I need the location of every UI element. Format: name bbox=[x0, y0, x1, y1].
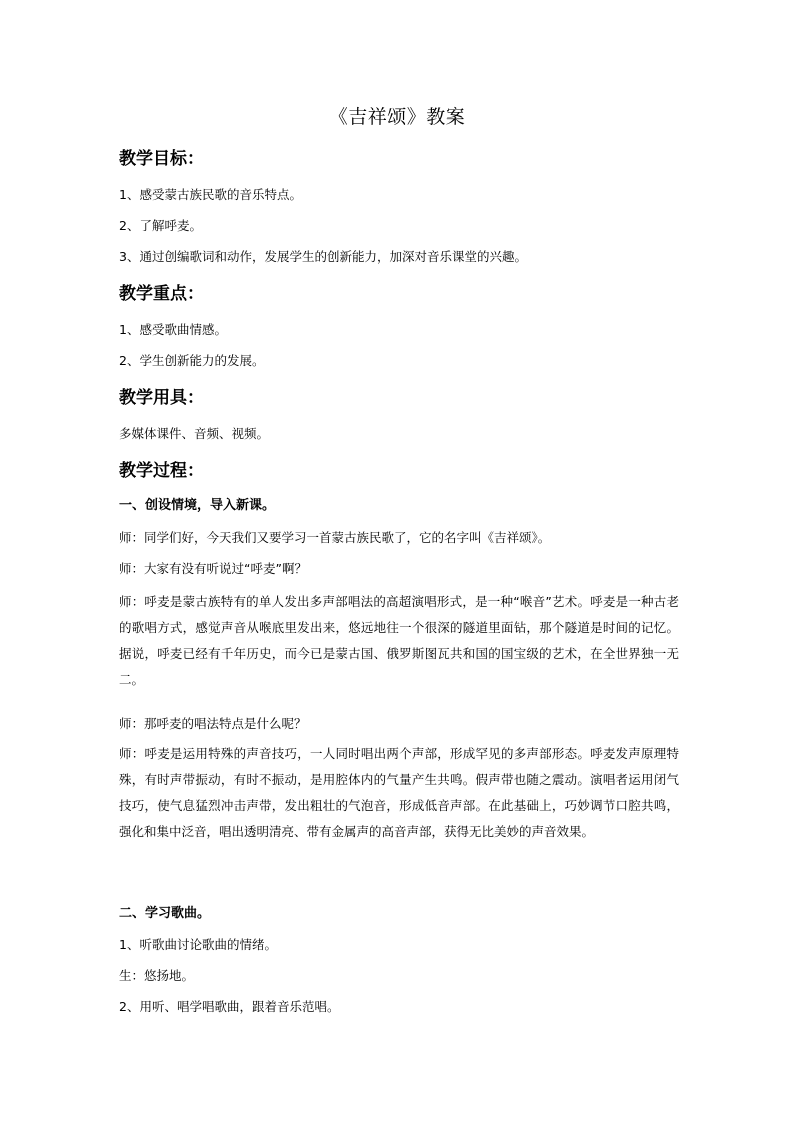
dialogue-paragraph: 师：呼麦是运用特殊的声音技巧，一人同时唱出两个声部，形成罕见的多声部形态。呼麦发声原理特殊，有时声带振动，有时不振动，是用腔体内的气量产生共鸣。假声带也随之震动。演唱者运用闭气技巧，使气息猛烈冲击声带，发出粗壮的气泡音，形成低音声部。在此基础上，巧妙调节口腔共鸣，强化和集中泛音，唱出透明清亮、带有金属声的高音声部，获得无比美妙的声音效果。 bbox=[119, 746, 679, 839]
document-title: 《吉祥颂》教案 bbox=[328, 106, 466, 128]
dialogue-line: 师：大家有没有听说过“呼麦”啊？ bbox=[119, 561, 307, 576]
step-line: 2、用听、唱学唱歌曲，跟着音乐范唱。 bbox=[119, 999, 340, 1014]
heading-process: 教学过程： bbox=[119, 461, 204, 481]
keypoint-item-2: 2、学生创新能力的发展。 bbox=[119, 353, 265, 368]
goal-item-2: 2、了解呼麦。 bbox=[119, 218, 202, 233]
heading-keypoints: 教学重点： bbox=[119, 284, 204, 304]
process-part2-heading: 二、学习歌曲。 bbox=[119, 906, 211, 921]
student-reply: 生：悠扬地。 bbox=[119, 968, 195, 983]
keypoint-item-1: 1、感受歌曲情感。 bbox=[119, 322, 227, 337]
dialogue-paragraph: 师：呼麦是蒙古族特有的单人发出多声部唱法的高超演唱形式，是一种“喉音”艺术。呼麦是一种古老的歌唱方式，感觉声音从喉底里发出来，悠远地往一个很深的隧道里面钻，那个隧道是时间的记忆。据说，呼麦已经有千年历史，而今已是蒙古国、俄罗斯图瓦共和国的国宝级的艺术，在全世界独一无二。 bbox=[119, 594, 679, 687]
heading-tools: 教学用具： bbox=[119, 388, 204, 408]
goal-item-1: 1、感受蒙古族民歌的音乐特点。 bbox=[119, 187, 302, 202]
step-line: 1、听歌曲讨论歌曲的情绪。 bbox=[119, 937, 277, 952]
tools-text: 多媒体课件、音频、视频。 bbox=[119, 426, 270, 441]
dialogue-line: 师：那呼麦的唱法特点是什么呢？ bbox=[119, 716, 307, 731]
goal-item-3: 3、通过创编歌词和动作，发展学生的创新能力，加深对音乐课堂的兴趣。 bbox=[119, 249, 527, 264]
process-part1-heading: 一、创设情境，导入新课。 bbox=[119, 498, 276, 513]
dialogue-line: 师：同学们好，今天我们又要学习一首蒙古族民歌了，它的名字叫《吉祥颂》。 bbox=[119, 530, 551, 545]
heading-goals: 教学目标： bbox=[119, 149, 204, 169]
